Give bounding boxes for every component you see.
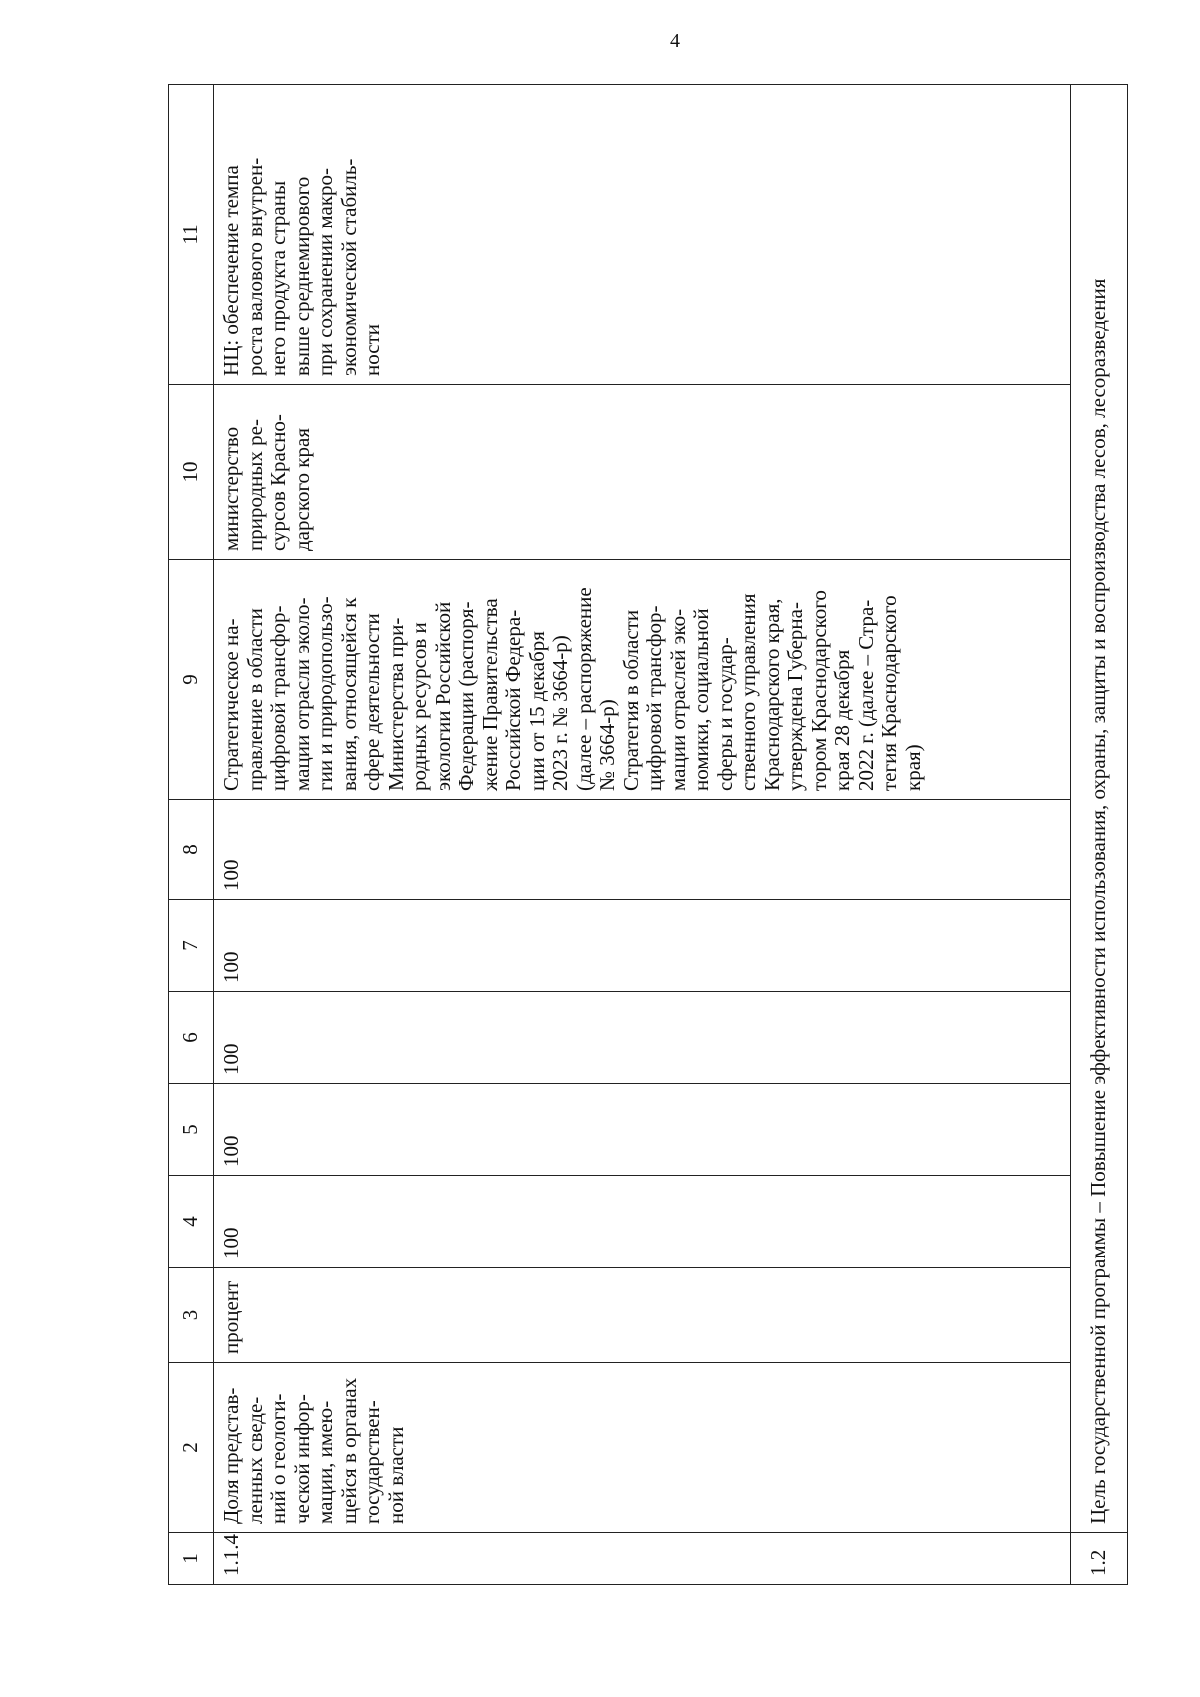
header-cell: 1 [169,1533,214,1585]
header-cell: 9 [169,560,214,800]
header-cell: 11 [169,85,214,385]
goal-row-text: Цель государственной программы – Повышение эффективности использования, охраны, защиты и воспроизводства лесов, лесоразведения [1071,85,1128,1533]
unit-cell: процент [214,1268,1071,1363]
header-cell: 5 [169,1084,214,1176]
indicators-table [168,84,1128,1585]
header-cell: 6 [169,992,214,1084]
goal-row [1071,85,1128,1585]
page-number: 4 [670,30,680,52]
value-cell: 100 [214,1084,1071,1176]
value-cell: 100 [214,992,1071,1084]
table-row [214,85,1071,1585]
value-cell: 100 [214,1176,1071,1268]
header-cell: 4 [169,1176,214,1268]
indicator-name: Доля представ- ленных сведе- ний о геологи- ческой инфор- мации, имею- щейся в органах государствен- ной власти [214,1363,1071,1533]
row-number: 1.1.4 [214,1533,1071,1585]
responsible-cell: министерство природных ре- сурсов Красно- дарского края [214,385,1071,560]
value-cell: 100 [214,800,1071,900]
header-cell: 10 [169,385,214,560]
value-cell: 100 [214,900,1071,992]
goal-link-cell: НЦ: обеспечение темпа роста валового внутрен- него продукта страны выше среднемирового при сохранении макро- экономической стабиль- ности [214,85,1071,385]
header-cell: 7 [169,900,214,992]
goal-row-number: 1.2 [1071,1533,1128,1585]
header-row [169,85,214,1585]
header-cell: 3 [169,1268,214,1363]
header-cell: 2 [169,1363,214,1533]
header-cell: 8 [169,800,214,900]
indicators-table-rotated [168,85,1128,1585]
document-cell: Стратегическое на- правление в области цифровой трансфор- мации отрасли эколо- гии и природопользо- вания, относящейся к сфере деятельности Министерства при- родных ресурсов и экологии Российской Федерации (распоря- жение Правительства Российской Федера- ции от 15 декабря 2023 г. № 3664-р) (далее – распоряжение № 3664-р) Стратегия в области цифровой трансфор- мации отраслей эко- номики, социальной сферы и государ- ственного управления Краснодарского края, утверждена Губерна- тором Краснодарского края 28 декабря 2022 г. (далее – Стра- тегия Краснодарского края) [214,560,1071,800]
